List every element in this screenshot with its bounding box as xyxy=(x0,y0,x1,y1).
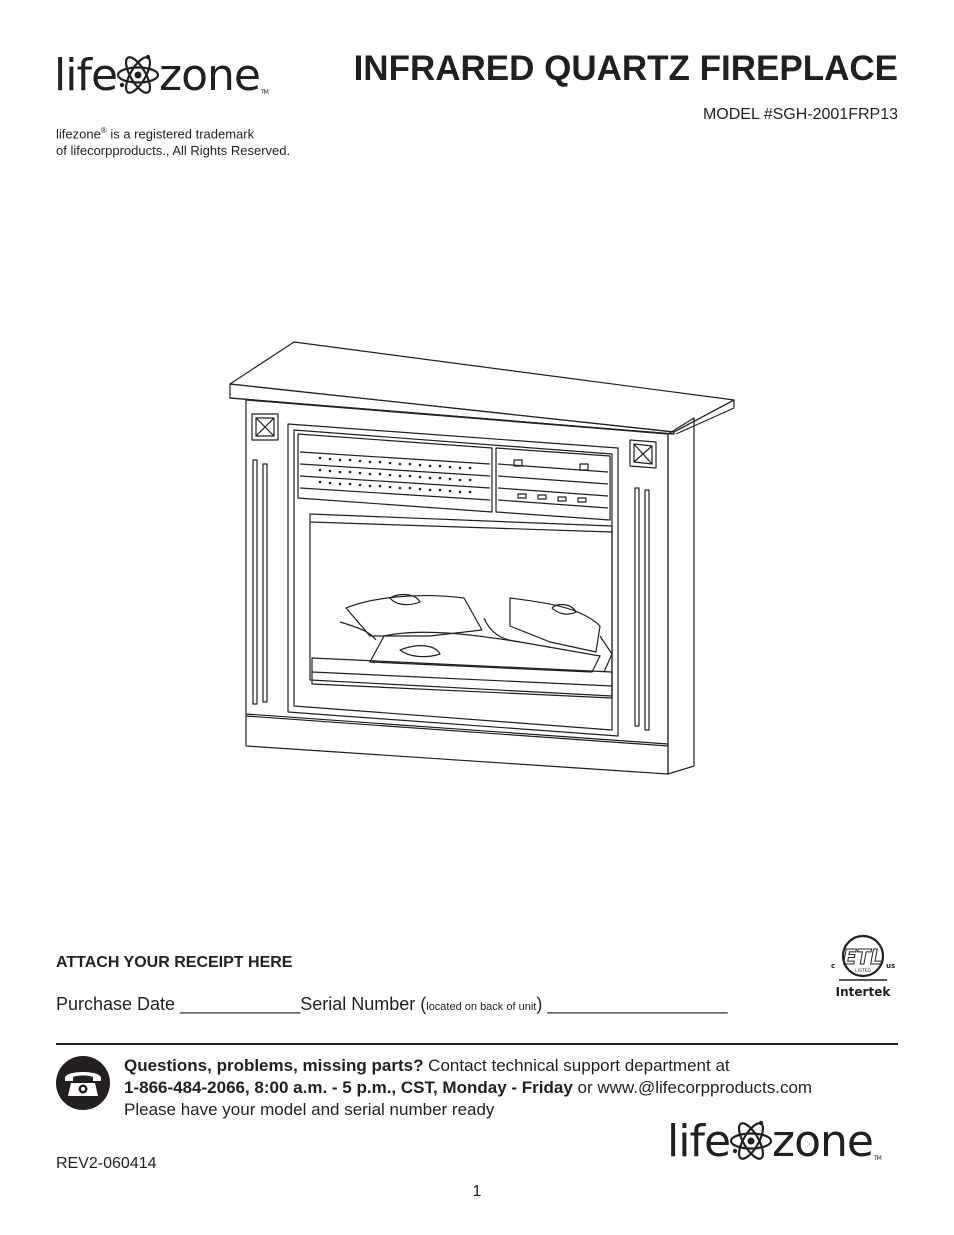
fireplace-illustration xyxy=(220,336,740,780)
serial-number-field: ) __________________ xyxy=(536,994,728,1014)
purchase-serial-line xyxy=(56,994,728,1015)
atom-icon xyxy=(115,52,161,98)
support-phone-hours: 1-866-484-2066, 8:00 a.m. - 5 p.m., CST, Monday - Friday xyxy=(124,1078,573,1097)
support-question: Questions, problems, missing parts? xyxy=(124,1056,424,1075)
etl-c-text: c xyxy=(831,962,836,970)
revision-code: REV2-060414 xyxy=(56,1155,157,1172)
lifezone-logo-top xyxy=(54,50,268,101)
purchase-date-field: Purchase Date ____________ xyxy=(56,994,301,1014)
trademark-notice xyxy=(56,122,290,159)
logo-tm: TM xyxy=(874,1155,881,1162)
lifezone-logo-bottom xyxy=(667,1116,881,1167)
support-website[interactable]: or www.@lifecorpproducts.com xyxy=(572,1078,813,1097)
registered-mark: ® xyxy=(100,126,107,135)
logo-tm: TM xyxy=(261,89,268,96)
logo-zone-text: zone xyxy=(159,50,260,101)
support-info xyxy=(124,1055,812,1121)
logo-life-text: life xyxy=(667,1116,731,1167)
section-divider xyxy=(56,1043,898,1045)
serial-location-note: located on back of unit xyxy=(426,1001,537,1013)
etl-listed-text: LISTED xyxy=(855,969,871,974)
model-number: MODEL #SGH-2001FRP13 xyxy=(702,106,898,123)
etl-certification-icon xyxy=(826,930,900,1002)
logo-zone-text: zone xyxy=(772,1116,873,1167)
logo-life-text: life xyxy=(54,50,118,101)
trademark-text-2: of lifecorpproducts., All Rights Reserved. xyxy=(56,143,291,159)
support-note: Please have your model and serial number ready xyxy=(124,1100,495,1119)
etl-us-text: us xyxy=(886,962,896,970)
page-title: INFRARED QUARTZ FIREPLACE xyxy=(353,49,898,88)
serial-number-label: Serial Number ( xyxy=(300,994,427,1014)
atom-icon xyxy=(728,1118,774,1164)
intertek-text: Intertek xyxy=(835,985,891,999)
page-number: 1 xyxy=(472,1183,482,1200)
etl-mark-text: ETL xyxy=(842,945,884,969)
trademark-brand: lifezone xyxy=(56,126,101,142)
telephone-icon xyxy=(56,1056,110,1110)
support-intro: Contact technical support department at xyxy=(423,1056,730,1075)
receipt-heading: ATTACH YOUR RECEIPT HERE xyxy=(56,954,293,971)
trademark-text-1: is a registered trademark xyxy=(106,126,255,142)
